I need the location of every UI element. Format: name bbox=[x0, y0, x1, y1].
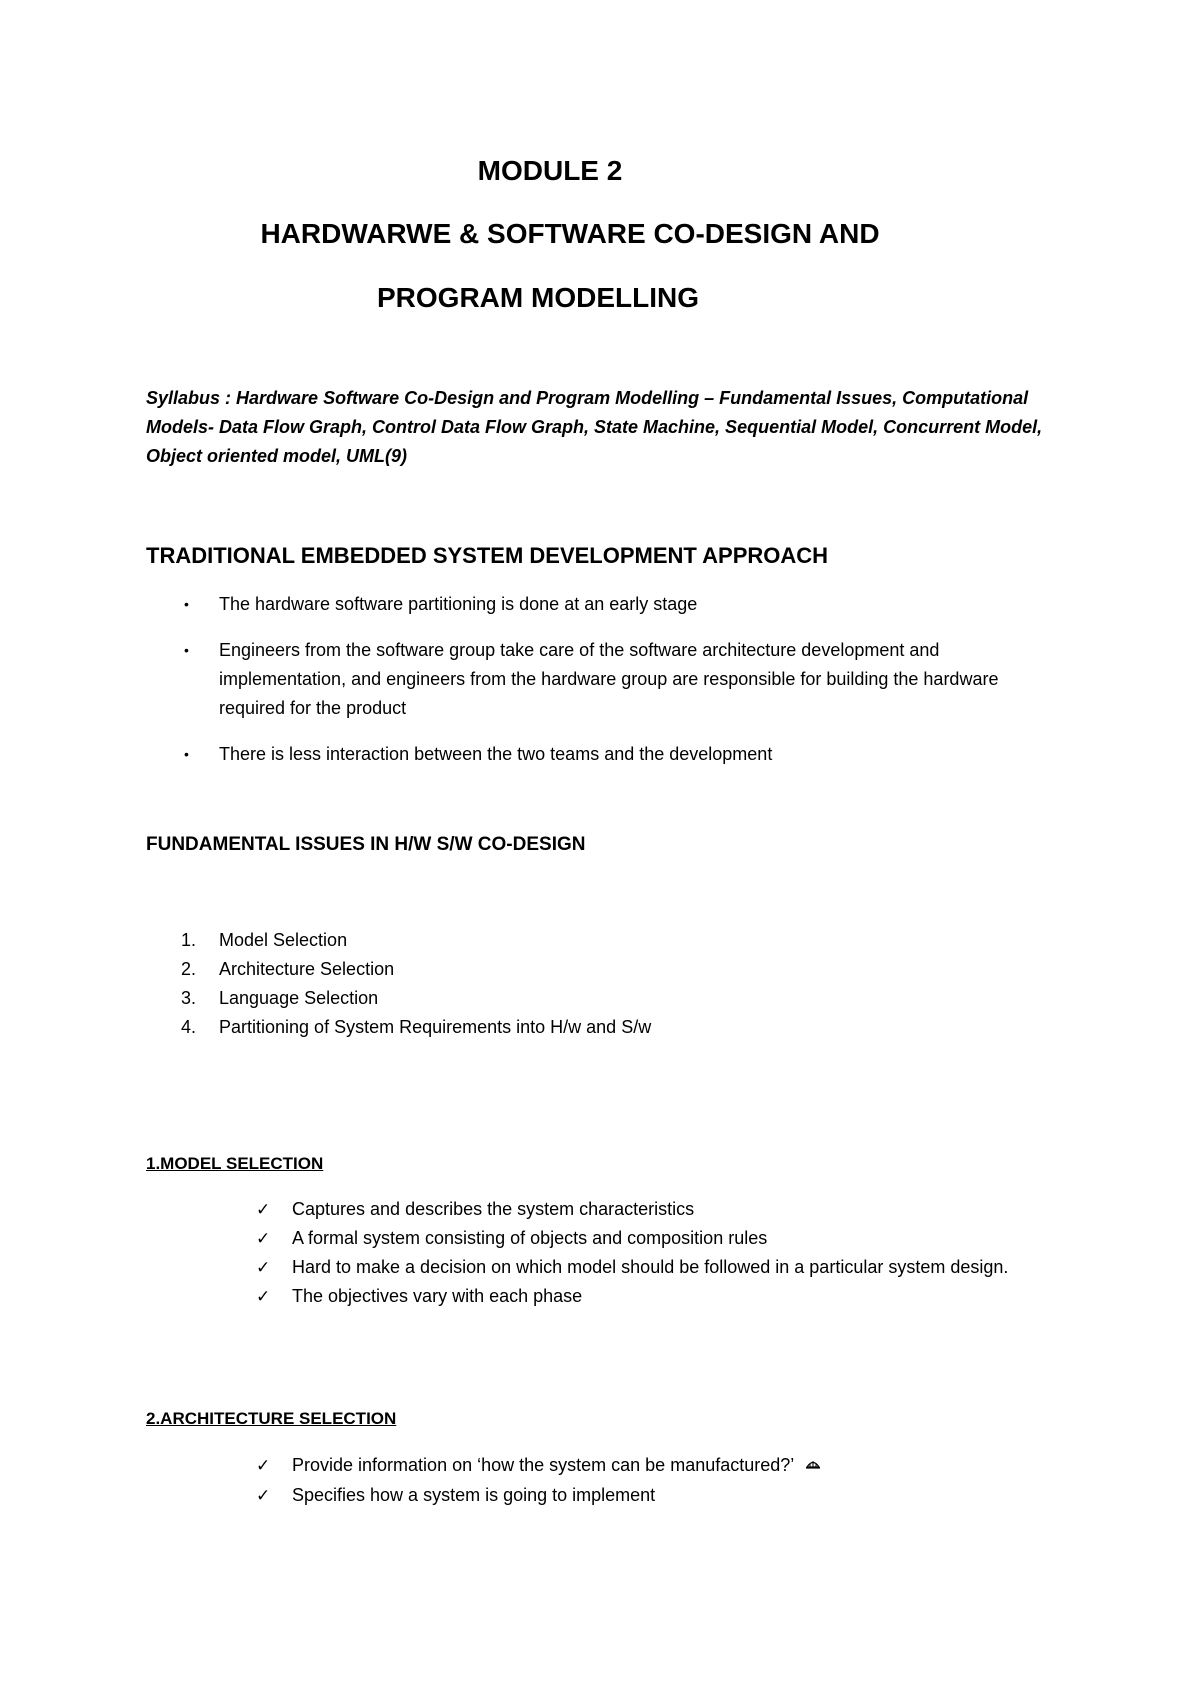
list-item-number: 4. bbox=[181, 1017, 197, 1037]
bullet-icon: • bbox=[184, 746, 189, 762]
checkmark-icon: ✓ bbox=[256, 1456, 271, 1475]
list-item bbox=[146, 926, 651, 955]
checkmark-icon: ✓ bbox=[256, 1200, 271, 1219]
checkmark-icon: ✓ bbox=[256, 1287, 271, 1306]
fundamental-issues-list bbox=[146, 926, 651, 1042]
bullet-icon: • bbox=[184, 596, 189, 612]
list-item bbox=[256, 1224, 1056, 1253]
list-item bbox=[146, 636, 1066, 723]
list-item bbox=[146, 740, 1066, 769]
list-item-text: Specifies how a system is going to implement bbox=[292, 1485, 656, 1505]
list-item-number: 1. bbox=[181, 930, 197, 950]
list-item-text: Model Selection bbox=[219, 930, 348, 950]
emoji-icon bbox=[805, 1458, 821, 1475]
list-item bbox=[256, 1195, 1056, 1224]
list-item-text: The objectives vary with each phase bbox=[292, 1286, 583, 1306]
list-item bbox=[256, 1282, 1056, 1311]
list-item-text: The hardware software partitioning is done at an early stage bbox=[219, 594, 698, 614]
model-selection-list bbox=[256, 1195, 1056, 1311]
list-item-text: Partitioning of System Requirements into H/w and S/w bbox=[219, 1017, 652, 1037]
list-item-text: A formal system consisting of objects and composition rules bbox=[292, 1228, 768, 1248]
list-item-text: Captures and describes the system characteristics bbox=[292, 1199, 695, 1219]
module-title: MODULE 2 bbox=[477, 155, 623, 186]
list-item-text: Provide information on ‘how the system can be manufactured?’ bbox=[292, 1455, 794, 1475]
list-item-text: Hard to make a decision on which model should be followed in a particular system design. bbox=[292, 1257, 1009, 1277]
list-item-text: Language Selection bbox=[219, 988, 379, 1008]
document-title-line-2: PROGRAM MODELLING bbox=[377, 282, 699, 313]
list-item bbox=[256, 1481, 1056, 1510]
fundamental-issues-heading: FUNDAMENTAL ISSUES IN H/W S/W CO-DESIGN bbox=[146, 834, 586, 855]
list-item-text: Architecture Selection bbox=[219, 959, 395, 979]
document-title-line-1: HARDWARWE & SOFTWARE CO-DESIGN AND bbox=[260, 218, 880, 249]
list-item bbox=[146, 984, 651, 1013]
checkmark-icon: ✓ bbox=[256, 1258, 271, 1277]
list-item-number: 3. bbox=[181, 988, 197, 1008]
list-item bbox=[146, 1013, 651, 1042]
bullet-icon: • bbox=[184, 642, 189, 658]
model-selection-heading: 1.MODEL SELECTION bbox=[146, 1154, 324, 1173]
checkmark-icon: ✓ bbox=[256, 1486, 271, 1505]
list-item bbox=[256, 1253, 1056, 1282]
list-item bbox=[146, 590, 1066, 619]
list-item-text: There is less interaction between the two teams and the development bbox=[219, 744, 773, 764]
checkmark-icon: ✓ bbox=[256, 1229, 271, 1248]
traditional-approach-list bbox=[146, 590, 1066, 786]
architecture-selection-heading: 2.ARCHITECTURE SELECTION bbox=[146, 1409, 397, 1428]
list-item bbox=[256, 1451, 1056, 1481]
list-item-text: Engineers from the software group take care of the software architecture development and implementation, and engineers from the hardware group are responsible for building the hardware required for the product bbox=[219, 640, 999, 718]
list-item-number: 2. bbox=[181, 959, 197, 979]
syllabus-text: Syllabus : Hardware Software Co-Design and Program Modelling – Fundamental Issues, Computational Models- Data Flow Graph, Control Data Flow Graph, State Machine, Sequential Model, Concurrent Model, Object oriented model, UML(9) bbox=[146, 388, 1043, 466]
traditional-approach-heading: TRADITIONAL EMBEDDED SYSTEM DEVELOPMENT APPROACH bbox=[146, 543, 829, 568]
architecture-selection-list bbox=[256, 1451, 1056, 1510]
list-item bbox=[146, 955, 651, 984]
